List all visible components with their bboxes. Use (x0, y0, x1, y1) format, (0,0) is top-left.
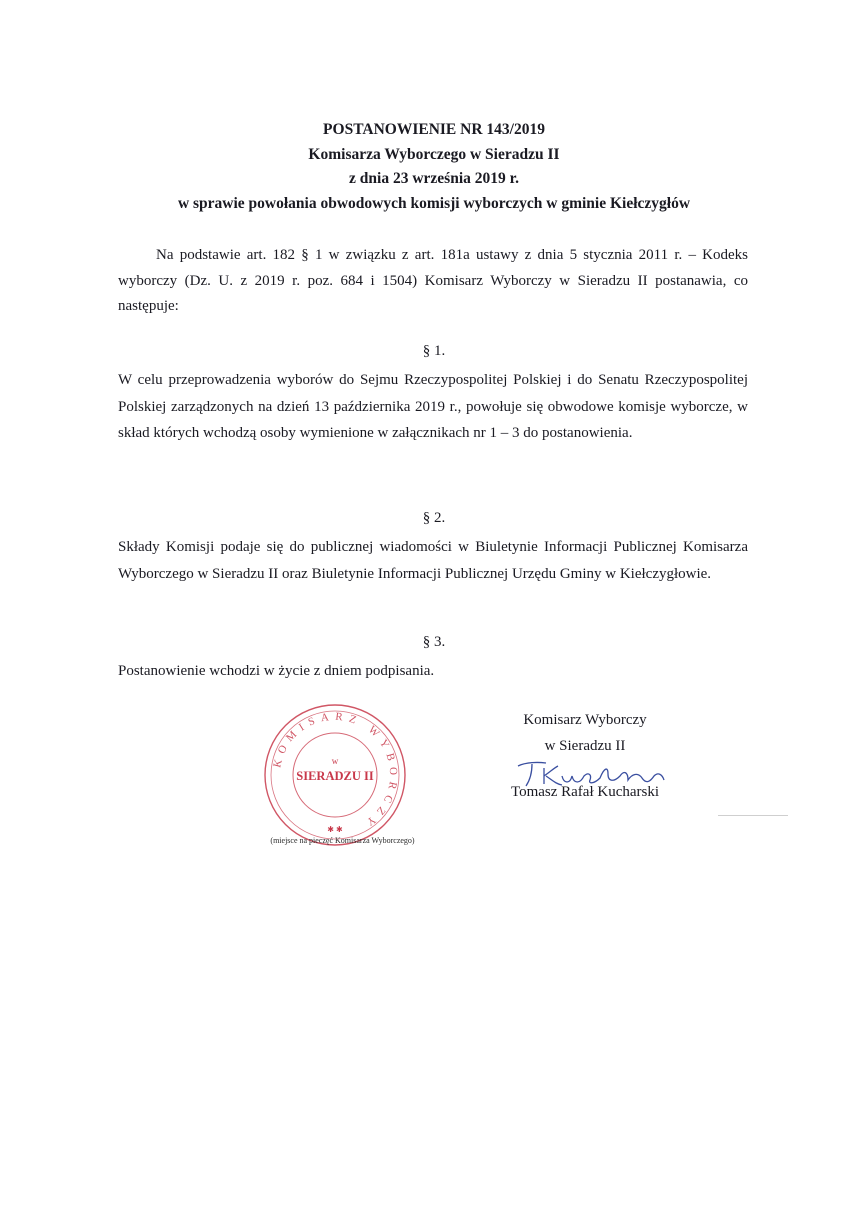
paragraph-3-text: Postanowienie wchodzi w życie z dniem podpisania. (118, 663, 435, 679)
seal-caption: (miejsce na pieczęć Komisarza Wyborczego) (270, 836, 415, 845)
legal-basis-paragraph: Na podstawie art. 182 § 1 w związku z art. 181a ustawy z dnia 5 stycznia 2011 r. – Kodeks wyborczy (Dz. U. z 2019 r. poz. 684 i 1504) Komisarz Wyborczy w Sieradzu II postanawia, co następuje: (118, 247, 748, 314)
document-subject: w sprawie powołania obwodowych komisji wyborczych w gminie Kiełczygłów (177, 194, 691, 212)
seal-center-small: w (331, 756, 339, 766)
official-seal (260, 700, 410, 850)
paragraph-2-text: Składy Komisji podaje się do publicznej wiadomości w Biuletynie Informacji Publicznej Komisarza Wyborczego w Sieradzu II oraz Biuletynie Informacji Publicznej Urzędu Gminy w Kiełczygłowie. (118, 539, 748, 582)
document-header (0, 118, 868, 216)
document-date: z dnia 23 września 2019 r. (349, 170, 519, 187)
seal-star-icon: ✱ ✱ (327, 825, 343, 834)
seal-center-main: SIERADZU II (296, 769, 374, 783)
paragraph-1-text: W celu przeprowadzenia wyborów do Sejmu Rzeczypospolitej Polskiej i do Senatu Rzeczypospolitej Polskiej zarządzonych na dzień 13 października 2019 r., powołuje się obwodowe komisje wyborcze, w skład których wchodzą osoby wymienione w załącznikach nr 1 – 3 do postanowienia. (118, 372, 748, 441)
paragraph-3-number: § 3. (422, 634, 446, 650)
paragraph-1-number: § 1. (422, 343, 446, 359)
paragraph-2-number: § 2. (422, 510, 446, 526)
signatory-block (490, 708, 680, 759)
document-title: POSTANOWIENIE NR 143/2019 (323, 121, 545, 138)
document-issuer: Komisarza Wyborczego w Sieradzu II (308, 145, 560, 163)
signatory-name: Tomasz Rafał Kucharski (510, 784, 660, 800)
scan-artifact-line (718, 815, 788, 816)
signatory-title: Komisarz Wyborczy (523, 712, 647, 728)
seal-ring-text: KOMISARZ WYBORCZY (271, 710, 400, 832)
signatory-subtitle: w Sieradzu II (544, 737, 626, 754)
